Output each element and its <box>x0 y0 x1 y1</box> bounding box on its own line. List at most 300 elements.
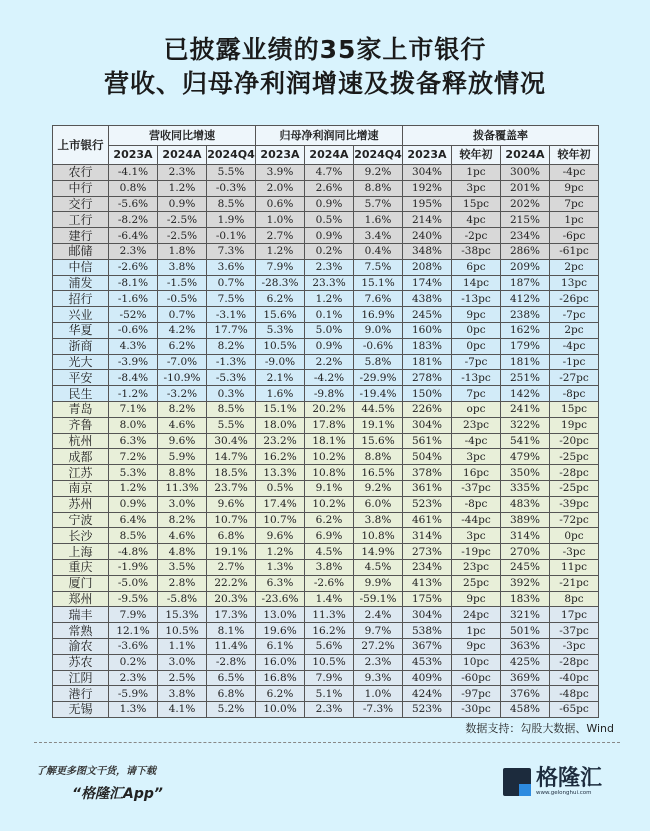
table-cell: 538% <box>403 623 452 639</box>
table-cell: 7.3% <box>207 243 256 259</box>
table-cell: 6.2% <box>158 338 207 354</box>
table-cell: 3pc <box>452 449 501 465</box>
table-cell: -13pc <box>452 291 501 307</box>
subheader: 2023A <box>109 146 158 165</box>
table-cell: 483% <box>501 496 550 512</box>
bank-name: 浙商 <box>53 338 109 354</box>
table-row <box>53 496 599 512</box>
table-cell: 8.5% <box>207 401 256 417</box>
table-cell: -3.2% <box>158 386 207 402</box>
table-cell: 523% <box>403 496 452 512</box>
table-cell: 18.0% <box>256 417 305 433</box>
table-cell: 9.1% <box>305 480 354 496</box>
table-cell: 0.2% <box>305 243 354 259</box>
table-cell: 10.7% <box>207 512 256 528</box>
table-row <box>53 275 599 291</box>
table-cell: 438% <box>403 291 452 307</box>
table-cell: 13pc <box>550 275 599 291</box>
table-cell: 7.6% <box>354 291 403 307</box>
table-cell: -7.3% <box>354 702 403 718</box>
table-cell: 3.8% <box>305 559 354 575</box>
table-cell: 6.9% <box>305 528 354 544</box>
table-cell: 7.5% <box>354 259 403 275</box>
bank-name: 无锡 <box>53 702 109 718</box>
table-cell: 22.2% <box>207 575 256 591</box>
table-cell: -37pc <box>452 480 501 496</box>
table-row <box>53 433 599 449</box>
table-cell: -4pc <box>550 338 599 354</box>
table-cell: -1.3% <box>207 354 256 370</box>
table-cell: 4.1% <box>158 702 207 718</box>
table-cell: 425% <box>501 654 550 670</box>
table-cell: -2.5% <box>158 212 207 228</box>
table-cell: 183% <box>501 591 550 607</box>
table-cell: 304% <box>403 607 452 623</box>
table-cell: 367% <box>403 638 452 654</box>
table-cell: 1.2% <box>256 544 305 560</box>
table-cell: 5.3% <box>256 322 305 338</box>
table-cell: 2.7% <box>207 559 256 575</box>
table-cell: 3.0% <box>158 654 207 670</box>
table-cell: -5.3% <box>207 370 256 386</box>
table-cell: 201% <box>501 180 550 196</box>
table-cell: -7pc <box>452 354 501 370</box>
table-cell: -19pc <box>452 544 501 560</box>
table-cell: 19.6% <box>256 623 305 639</box>
table-cell: -13pc <box>452 370 501 386</box>
table-cell: -97pc <box>452 686 501 702</box>
bank-name: 光大 <box>53 354 109 370</box>
table-row <box>53 670 599 686</box>
table-cell: 273% <box>403 544 452 560</box>
table-cell: 0.9% <box>158 196 207 212</box>
table-cell: 1.2% <box>109 480 158 496</box>
table-cell: 2.1% <box>256 370 305 386</box>
table-cell: 2.2% <box>305 354 354 370</box>
table-cell: -1pc <box>550 354 599 370</box>
table-row <box>53 607 599 623</box>
table-cell: 202% <box>501 196 550 212</box>
table-cell: 5.1% <box>305 686 354 702</box>
table-cell: -37pc <box>550 623 599 639</box>
table-cell: 10.0% <box>256 702 305 718</box>
table-cell: 8.5% <box>109 528 158 544</box>
table-cell: -20pc <box>550 433 599 449</box>
table-cell: 4.7% <box>305 165 354 181</box>
table-cell: 2.3% <box>305 259 354 275</box>
table-cell: 0.5% <box>256 480 305 496</box>
table-cell: 183% <box>403 338 452 354</box>
table-cell: 9pc <box>550 180 599 196</box>
table-cell: -4.2% <box>305 370 354 386</box>
table-cell: 376% <box>501 686 550 702</box>
table-cell: 11.3% <box>158 480 207 496</box>
table-cell: 23.3% <box>305 275 354 291</box>
table-cell: 3pc <box>452 528 501 544</box>
table-cell: -7.0% <box>158 354 207 370</box>
table-cell: -59.1% <box>354 591 403 607</box>
table-cell: 1.0% <box>256 212 305 228</box>
table-cell: 286% <box>501 243 550 259</box>
table-row <box>53 338 599 354</box>
table-cell: 2.4% <box>354 607 403 623</box>
table-cell: 0.4% <box>354 243 403 259</box>
revenue-growth-header: 营收同比增速 <box>109 126 256 146</box>
table-cell: 11pc <box>550 559 599 575</box>
table-cell: 3.6% <box>207 259 256 275</box>
table-cell: 7.9% <box>305 670 354 686</box>
bank-name: 青岛 <box>53 401 109 417</box>
table-cell: -2.5% <box>158 228 207 244</box>
table-row <box>53 370 599 386</box>
table-cell: 5.6% <box>305 638 354 654</box>
bank-name: 苏州 <box>53 496 109 512</box>
table-cell: 0.3% <box>207 386 256 402</box>
table-cell: 541% <box>501 433 550 449</box>
bank-name: 民生 <box>53 386 109 402</box>
table-cell: 0.9% <box>305 196 354 212</box>
table-cell: -6pc <box>550 228 599 244</box>
table-cell: -0.1% <box>207 228 256 244</box>
bank-name: 交行 <box>53 196 109 212</box>
table-cell: 8.5% <box>207 196 256 212</box>
table-cell: 409% <box>403 670 452 686</box>
table-cell: 3.8% <box>158 686 207 702</box>
table-cell: 6.2% <box>256 291 305 307</box>
bank-name: 中行 <box>53 180 109 196</box>
table-row <box>53 322 599 338</box>
table-cell: -48pc <box>550 686 599 702</box>
table-cell: -27pc <box>550 370 599 386</box>
table-cell: 0.7% <box>207 275 256 291</box>
table-cell: 181% <box>501 354 550 370</box>
table-cell: 14pc <box>452 275 501 291</box>
table-cell: 9.2% <box>354 480 403 496</box>
table-cell: 504% <box>403 449 452 465</box>
table-cell: 322% <box>501 417 550 433</box>
table-cell: 413% <box>403 575 452 591</box>
table-cell: 1.3% <box>256 559 305 575</box>
table-cell: 270% <box>501 544 550 560</box>
table-cell: 5.3% <box>109 465 158 481</box>
subheader: 2023A <box>256 146 305 165</box>
table-row <box>53 591 599 607</box>
logo-mark-icon <box>503 768 531 796</box>
table-row <box>53 686 599 702</box>
table-cell: -8.2% <box>109 212 158 228</box>
table-cell: 160% <box>403 322 452 338</box>
table-cell: 5.5% <box>207 417 256 433</box>
table-cell: 44.5% <box>354 401 403 417</box>
table-cell: 245% <box>501 559 550 575</box>
table-cell: 23pc <box>452 559 501 575</box>
table-cell: 234% <box>403 559 452 575</box>
table-cell: -3.9% <box>109 354 158 370</box>
table-row <box>53 654 599 670</box>
table-cell: 23pc <box>452 417 501 433</box>
table-cell: -44pc <box>452 512 501 528</box>
table-row <box>53 165 599 181</box>
table-cell: 8.2% <box>158 401 207 417</box>
table-cell: 1.6% <box>354 212 403 228</box>
subheader: 较年初 <box>550 146 599 165</box>
table-cell: 16.9% <box>354 307 403 323</box>
table-cell: 4.2% <box>158 322 207 338</box>
promo-text: 了解更多图文干货，请下载 <box>36 766 156 777</box>
table-cell: 10.7% <box>256 512 305 528</box>
table-cell: 2.5% <box>158 670 207 686</box>
table-cell: 1.2% <box>158 180 207 196</box>
table-cell: 11.4% <box>207 638 256 654</box>
table-cell: 215% <box>501 212 550 228</box>
table-cell: 11.3% <box>305 607 354 623</box>
table-row <box>53 228 599 244</box>
table-cell: 19.1% <box>354 417 403 433</box>
bank-name: 兴业 <box>53 307 109 323</box>
table-cell: 245% <box>403 307 452 323</box>
table-cell: 181% <box>403 354 452 370</box>
table-cell: 461% <box>403 512 452 528</box>
logo-url: www.gelonghui.com <box>536 790 592 796</box>
table-cell: 6.3% <box>109 433 158 449</box>
table-cell: 1pc <box>550 212 599 228</box>
table-cell: 15.3% <box>158 607 207 623</box>
table-cell: 2pc <box>550 259 599 275</box>
table-cell: -3.1% <box>207 307 256 323</box>
table-cell: -6.4% <box>109 228 158 244</box>
table-cell: 15.1% <box>354 275 403 291</box>
table-cell: 8.8% <box>158 465 207 481</box>
table-cell: 15pc <box>452 196 501 212</box>
table-cell: 16pc <box>452 465 501 481</box>
table-cell: -4.1% <box>109 165 158 181</box>
table-cell: 6.0% <box>354 496 403 512</box>
table-row <box>53 417 599 433</box>
table-cell: -2pc <box>452 228 501 244</box>
table-cell: -39pc <box>550 496 599 512</box>
table-cell: 1.2% <box>305 291 354 307</box>
table-cell: 0.6% <box>256 196 305 212</box>
table-cell: 27.2% <box>354 638 403 654</box>
table-row <box>53 544 599 560</box>
subheader: 2024Q4 <box>354 146 403 165</box>
table-cell: 392% <box>501 575 550 591</box>
table-cell: 0pc <box>550 528 599 544</box>
table-cell: -25pc <box>550 449 599 465</box>
table-cell: -4pc <box>452 433 501 449</box>
bank-name: 郑州 <box>53 591 109 607</box>
bank-name: 宁波 <box>53 512 109 528</box>
table-cell: -10.9% <box>158 370 207 386</box>
table-cell: 2.8% <box>158 575 207 591</box>
table-cell: 208% <box>403 259 452 275</box>
table-cell: 15.6% <box>256 307 305 323</box>
table-cell: 17.8% <box>305 417 354 433</box>
table-cell: 10.5% <box>158 623 207 639</box>
table-cell: 7.9% <box>256 259 305 275</box>
subheader: 2024A <box>158 146 207 165</box>
table-cell: 0.2% <box>109 654 158 670</box>
table-cell: -38pc <box>452 243 501 259</box>
table-row <box>53 180 599 196</box>
bank-column-header: 上市银行 <box>53 126 109 165</box>
table-cell: 0.9% <box>305 228 354 244</box>
table-cell: -2.6% <box>305 575 354 591</box>
table-cell: 4.5% <box>305 544 354 560</box>
table-cell: 369% <box>501 670 550 686</box>
table-cell: -0.3% <box>207 180 256 196</box>
table-cell: 412% <box>501 291 550 307</box>
table-cell: 4pc <box>452 212 501 228</box>
table-cell: 4.6% <box>158 528 207 544</box>
table-cell: 23.7% <box>207 480 256 496</box>
table-cell: 0.8% <box>109 180 158 196</box>
bank-performance-table <box>52 125 599 718</box>
table-cell: 8.0% <box>109 417 158 433</box>
table-row <box>53 465 599 481</box>
table-cell: 0.5% <box>305 212 354 228</box>
table-cell: -0.6% <box>354 338 403 354</box>
table-cell: 321% <box>501 607 550 623</box>
table-cell: 8.2% <box>207 338 256 354</box>
table-row <box>53 638 599 654</box>
table-cell: -8.1% <box>109 275 158 291</box>
table-cell: 10.5% <box>305 654 354 670</box>
table-cell: -2.6% <box>109 259 158 275</box>
table-cell: 0.1% <box>305 307 354 323</box>
table-cell: 0.9% <box>109 496 158 512</box>
table-cell: 9.7% <box>354 623 403 639</box>
table-row <box>53 512 599 528</box>
bank-name: 苏农 <box>53 654 109 670</box>
bank-name: 江苏 <box>53 465 109 481</box>
table-cell: 348% <box>403 243 452 259</box>
bank-name: 成都 <box>53 449 109 465</box>
bank-name: 邮储 <box>53 243 109 259</box>
table-cell: 6.8% <box>207 528 256 544</box>
bank-name: 浦发 <box>53 275 109 291</box>
table-cell: -9.8% <box>305 386 354 402</box>
table-cell: 16.8% <box>256 670 305 686</box>
table-cell: 6pc <box>452 259 501 275</box>
table-cell: 150% <box>403 386 452 402</box>
bank-name: 建行 <box>53 228 109 244</box>
net-profit-growth-header: 归母净利润同比增速 <box>256 126 403 146</box>
table-cell: -40pc <box>550 670 599 686</box>
table-cell: 6.4% <box>109 512 158 528</box>
bank-name: 厦门 <box>53 575 109 591</box>
table-cell: 0pc <box>452 322 501 338</box>
table-cell: -1.6% <box>109 291 158 307</box>
table-cell: 1.2% <box>256 243 305 259</box>
bank-name: 农行 <box>53 165 109 181</box>
table-cell: 25pc <box>452 575 501 591</box>
table-cell: 1.3% <box>109 702 158 718</box>
table-cell: 9.9% <box>354 575 403 591</box>
table-cell: 5.5% <box>207 165 256 181</box>
table-cell: 2.3% <box>305 702 354 718</box>
table-row <box>53 702 599 718</box>
table-cell: 8.1% <box>207 623 256 639</box>
table-cell: 214% <box>403 212 452 228</box>
bank-name: 杭州 <box>53 433 109 449</box>
table-cell: 17pc <box>550 607 599 623</box>
table-cell: 10.8% <box>354 528 403 544</box>
table-cell: 1pc <box>452 165 501 181</box>
table-cell: 17.4% <box>256 496 305 512</box>
table-cell: 162% <box>501 322 550 338</box>
table-cell: 175% <box>403 591 452 607</box>
table-cell: 361% <box>403 480 452 496</box>
table-cell: 3pc <box>452 180 501 196</box>
table-cell: 2.3% <box>158 165 207 181</box>
table-cell: 9pc <box>452 638 501 654</box>
table-cell: -3pc <box>550 638 599 654</box>
table-cell: 7.5% <box>207 291 256 307</box>
table-cell: 1.6% <box>256 386 305 402</box>
table-cell: 2.3% <box>109 243 158 259</box>
table-row <box>53 259 599 275</box>
table-cell: 1.0% <box>354 686 403 702</box>
table-cell: 209% <box>501 259 550 275</box>
subheader: 2024A <box>305 146 354 165</box>
table-cell: -28pc <box>550 654 599 670</box>
subheader: 2023A <box>403 146 452 165</box>
table-row <box>53 291 599 307</box>
table-cell: 10.8% <box>305 465 354 481</box>
table-cell: 6.8% <box>207 686 256 702</box>
table-cell: 15.1% <box>256 401 305 417</box>
table-cell: 19pc <box>550 417 599 433</box>
table-cell: 0pc <box>452 338 501 354</box>
table-row <box>53 449 599 465</box>
table-cell: 5.8% <box>354 354 403 370</box>
bank-name: 渝农 <box>53 638 109 654</box>
table-cell: 7pc <box>452 386 501 402</box>
provision-coverage-header: 拨备覆盖率 <box>403 126 599 146</box>
table-cell: 1pc <box>452 623 501 639</box>
table-cell: 6.2% <box>305 512 354 528</box>
table-cell: 2.6% <box>305 180 354 196</box>
table-cell: -60pc <box>452 670 501 686</box>
promo-app-name: “格隆汇App” <box>72 786 163 802</box>
table-cell: 3.8% <box>354 512 403 528</box>
table-cell: 30.4% <box>207 433 256 449</box>
table-cell: 6.5% <box>207 670 256 686</box>
table-cell: 1.9% <box>207 212 256 228</box>
table-cell: 314% <box>403 528 452 544</box>
table-cell: opc <box>452 401 501 417</box>
table-cell: 2.3% <box>109 670 158 686</box>
table-cell: -5.6% <box>109 196 158 212</box>
subheader: 2024A <box>501 146 550 165</box>
table-cell: 16.5% <box>354 465 403 481</box>
table-cell: 453% <box>403 654 452 670</box>
table-cell: 389% <box>501 512 550 528</box>
table-cell: 9.2% <box>354 165 403 181</box>
table-cell: 8.2% <box>158 512 207 528</box>
bank-name: 华夏 <box>53 322 109 338</box>
table-row <box>53 559 599 575</box>
table-cell: 2.7% <box>256 228 305 244</box>
table-cell: 23.2% <box>256 433 305 449</box>
table-cell: -28pc <box>550 465 599 481</box>
table-cell: -9.5% <box>109 591 158 607</box>
table-cell: -9.0% <box>256 354 305 370</box>
bank-name: 常熟 <box>53 623 109 639</box>
table-cell: 523% <box>403 702 452 718</box>
table-cell: -3.6% <box>109 638 158 654</box>
